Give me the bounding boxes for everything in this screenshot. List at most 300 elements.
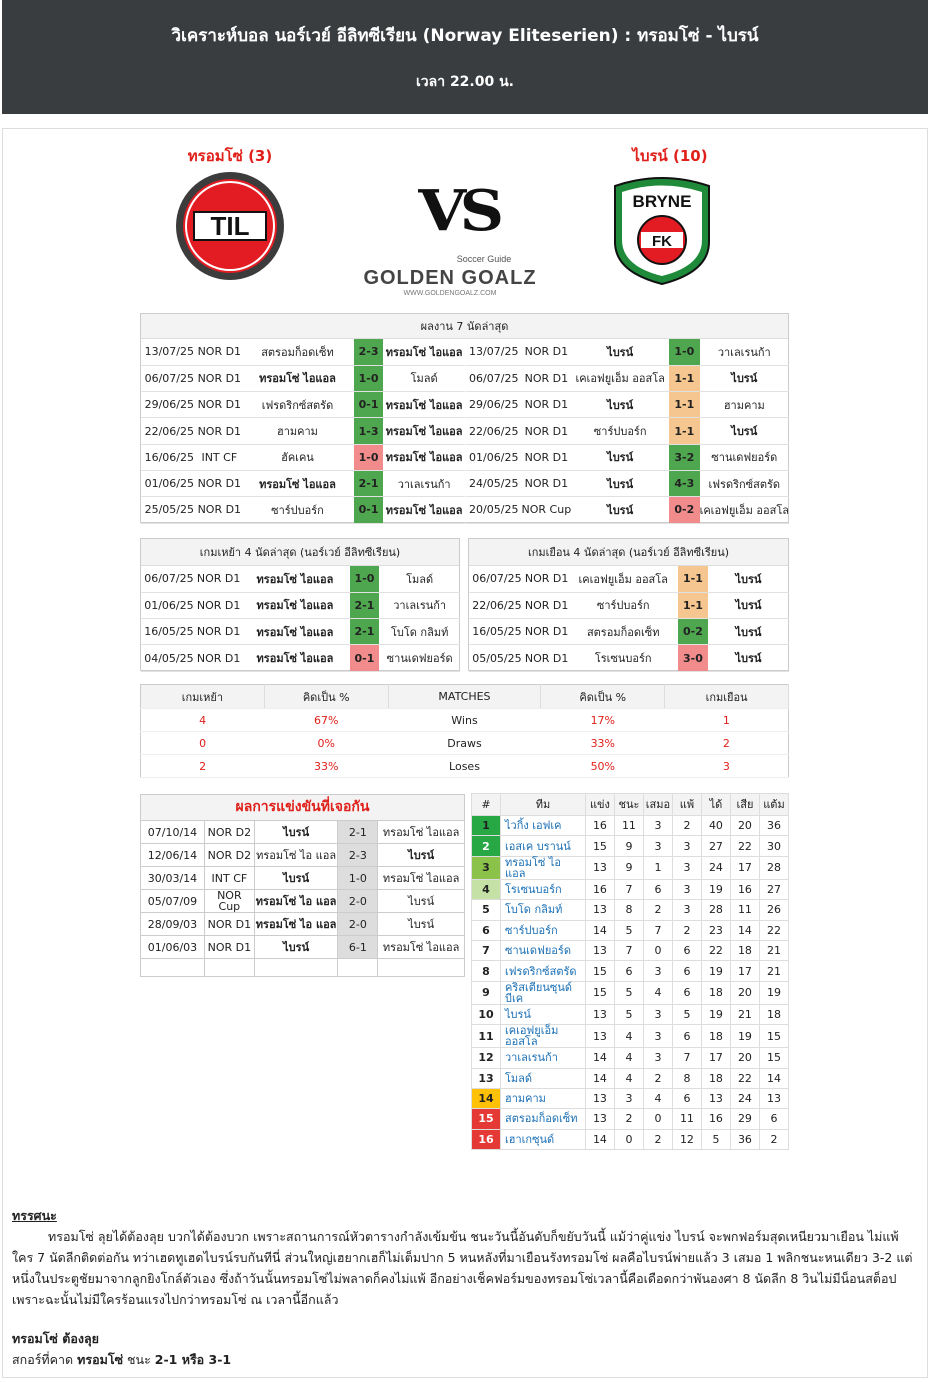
match-away-team: ไบรน์	[700, 365, 789, 391]
h2h-score: 2-3	[338, 844, 378, 867]
league-won: 4	[614, 1025, 643, 1048]
league-played: 13	[585, 1004, 614, 1024]
match-row	[469, 566, 789, 592]
match-score: 0-1	[350, 645, 380, 671]
league-header: เสีย	[730, 794, 759, 816]
league-goals-against: 17	[730, 961, 759, 981]
league-points: 15	[759, 1048, 788, 1068]
home-percent: 0%	[264, 732, 388, 755]
h2h-competition: NOR D1	[204, 913, 254, 936]
match-score: 2-1	[354, 470, 383, 496]
home-percent: 33%	[264, 755, 388, 778]
league-position: 4	[472, 879, 501, 899]
league-header: ทีม	[501, 794, 586, 816]
league-goals-against: 22	[730, 836, 759, 856]
h2h-score: 2-1	[338, 821, 378, 844]
stats-header: คิดเป็น %	[541, 685, 665, 709]
league-team: ซานเดฟยอร์ด	[501, 940, 586, 960]
league-table	[471, 793, 789, 1150]
svg-text:FK: FK	[652, 233, 672, 250]
away-percent: 33%	[541, 732, 665, 755]
match-home-team: ทรอมโซ่ ไอแอล	[240, 592, 349, 618]
league-drawn: 3	[643, 1004, 672, 1024]
league-drawn: 3	[643, 1048, 672, 1068]
league-lost: 11	[672, 1109, 701, 1129]
page-header	[2, 0, 928, 114]
league-team: วาเลเรนก้า	[501, 1048, 586, 1068]
match-date: 13/07/25	[141, 339, 198, 365]
league-lost: 6	[672, 961, 701, 981]
league-goals-for: 18	[701, 1068, 730, 1088]
league-won: 8	[614, 900, 643, 920]
away-count: 2	[665, 732, 789, 755]
league-drawn: 1	[643, 856, 672, 879]
home-percent: 67%	[264, 709, 388, 732]
last4-home-panel	[140, 538, 460, 671]
match-competition: NOR D1	[197, 645, 241, 671]
league-played: 14	[585, 920, 614, 940]
h2h-competition: INT CF	[204, 867, 254, 890]
league-goals-for: 17	[701, 1048, 730, 1068]
match-score: 1-1	[669, 365, 699, 391]
match-date: 29/06/25	[466, 392, 522, 418]
league-played: 13	[585, 1088, 614, 1108]
h2h-row	[141, 936, 465, 959]
league-position: 9	[472, 981, 501, 1004]
league-points: 26	[759, 900, 788, 920]
match-date: 22/06/25	[469, 592, 525, 618]
league-goals-against: 21	[730, 1004, 759, 1024]
league-goals-against: 20	[730, 1048, 759, 1068]
match-row	[469, 592, 789, 618]
h2h-date: 05/07/09	[141, 890, 205, 913]
league-goals-against: 24	[730, 1088, 759, 1108]
h2h-away-team: ไบรน์	[378, 844, 465, 867]
league-points: 13	[759, 1088, 788, 1108]
match-away-team: วาเลเรนก้า	[700, 339, 789, 365]
h2h-table	[140, 794, 465, 977]
league-played: 15	[585, 981, 614, 1004]
league-goals-for: 24	[701, 856, 730, 879]
league-position: 6	[472, 920, 501, 940]
match-score: 4-3	[669, 470, 699, 496]
league-team: ทรอมโซ่ ไอ แอล	[501, 856, 586, 879]
match-away-team: โมลด์	[383, 365, 465, 391]
match-date: 25/05/25	[141, 497, 198, 523]
match-away-team: โมลด์	[379, 566, 460, 592]
league-team: โมลด์	[501, 1068, 586, 1088]
analysis-body: ทรอมโซ่ ลุยได้ต้องลุย บวกได้ต้องบวก เพราะสถานการณ์หัวตารางกำลังเข้มข้น ชนะวันนี้อันดับก็ขยับวันนี้ แม้ว่าคู่แข่ง ไบรน์ จะพกฟอร์มสุดเหนียวมาเยือน ไม่แพ้ใคร 7 นัดลีกติดต่อกัน ทว่าเฮดทูเฮดไบรน์รบกันทีนี่ ส่วนใหญ่เฮยากเฮก็ไม่เต็มปาก 5 หนหลังที่มาเยือนรังทรอมโซ่ ผลคือไบรน์พ่ายแล้ว 3 เสมอ 1 พลิกชนะหนเดียว 3-2 แต่หนึ่งในประตูชัยมาจากลูกยิงโกล์ตัวเอง ซึ่งถ้าวันนั้นทรอมโซ่ไม่พลาดก็คงไม่แพ้ อีกอย่างเช็คฟอร์มของทรอมโซ่เวลานี้คือเดือดกว่าพันองศา 8 นัดลีก 8 วินไม่มีน็อนสต็อป เพราะฉะนั้นไม่มีใครร้อนแรงไปกว่าทรอมโซ่ ณ เวลานี้อีกแล้ว	[12, 1229, 913, 1307]
league-position: 8	[472, 961, 501, 981]
svg-text:GOLDEN GOALZ: GOLDEN GOALZ	[363, 267, 537, 289]
match-competition: NOR D1	[198, 339, 242, 365]
match-home-team: ทรอมโซ่ ไอแอล	[241, 470, 354, 496]
match-away-team: ไบรน์	[700, 418, 789, 444]
league-row	[472, 1088, 789, 1108]
league-points: 22	[759, 920, 788, 940]
league-position: 12	[472, 1048, 501, 1068]
match-home-team: เฟรดริกซ์สตรัด	[241, 392, 354, 418]
league-position: 11	[472, 1025, 501, 1048]
league-goals-for: 23	[701, 920, 730, 940]
stat-label: Loses	[388, 755, 541, 778]
last7-panel	[140, 313, 789, 523]
league-row	[472, 920, 789, 940]
match-competition: NOR D1	[522, 392, 572, 418]
match-home-team: ไบรน์	[571, 497, 669, 523]
stats-row	[141, 709, 789, 732]
match-home-team: ไบรน์	[571, 392, 669, 418]
stats-header: เกมเหย้า	[141, 685, 265, 709]
match-competition: INT CF	[198, 444, 242, 470]
h2h-date: 30/03/14	[141, 867, 205, 890]
league-drawn: 4	[643, 1088, 672, 1108]
league-header: ได้	[701, 794, 730, 816]
match-date: 29/06/25	[141, 392, 198, 418]
league-points: 30	[759, 836, 788, 856]
match-score: 1-1	[669, 392, 699, 418]
league-won: 3	[614, 1088, 643, 1108]
stats-header: คิดเป็น %	[264, 685, 388, 709]
league-header: แต้ม	[759, 794, 788, 816]
league-position: 2	[472, 836, 501, 856]
page-title: วิเคราะห์บอล นอร์เวย์ อีลิทซีเรียน (Norway Eliteserien) : ทรอมโซ่ - ไบรน์	[171, 26, 759, 46]
match-date: 24/05/25	[466, 470, 522, 496]
match-date: 20/05/25	[466, 497, 522, 523]
league-row	[472, 961, 789, 981]
league-drawn: 7	[643, 920, 672, 940]
home-team-logo	[174, 170, 286, 282]
league-goals-for: 13	[701, 1088, 730, 1108]
league-points: 21	[759, 961, 788, 981]
match-score: 1-0	[354, 444, 383, 470]
league-lost: 3	[672, 836, 701, 856]
h2h-score: 6-1	[338, 936, 378, 959]
league-goals-against: 20	[730, 816, 759, 836]
empty-cell	[338, 959, 378, 977]
match-competition: NOR D1	[522, 339, 572, 365]
h2h-date: 07/10/14	[141, 821, 205, 844]
h2h-away-team: ไบรน์	[378, 890, 465, 913]
league-played: 15	[585, 836, 614, 856]
match-away-team: โบโด กลิมท์	[379, 619, 460, 645]
league-position: 16	[472, 1129, 501, 1149]
match-away-team: วาเลเรนก้า	[379, 592, 460, 618]
match-score: 2-3	[354, 339, 383, 365]
h2h-home-team: ทรอมโซ่ ไอ แอล	[254, 913, 338, 936]
league-lost: 3	[672, 900, 701, 920]
last7-away-table	[466, 339, 789, 524]
league-row	[472, 900, 789, 920]
h2h-home-team: ไบรน์	[254, 867, 338, 890]
match-date: 05/05/25	[469, 645, 525, 671]
league-goals-against: 36	[730, 1129, 759, 1149]
league-points: 28	[759, 856, 788, 879]
stats-header: MATCHES	[388, 685, 541, 709]
match-home-team: โรเซนบอร์ก	[568, 645, 678, 671]
league-lost: 7	[672, 1048, 701, 1068]
match-score: 1-1	[678, 566, 708, 592]
h2h-competition: NOR D2	[204, 844, 254, 867]
match-row	[141, 619, 460, 645]
league-row	[472, 1129, 789, 1149]
match-score: 0-2	[678, 619, 708, 645]
league-lost: 2	[672, 816, 701, 836]
match-row	[466, 497, 789, 523]
match-date: 01/06/25	[141, 470, 198, 496]
match-row	[466, 470, 789, 496]
league-team: เฮาเกซุนด์	[501, 1129, 586, 1149]
match-competition: NOR D1	[522, 470, 572, 496]
match-competition: NOR D1	[197, 566, 241, 592]
h2h-home-team: ไบรน์	[254, 936, 338, 959]
league-team: สตรอมก็อดเซ็ท	[501, 1109, 586, 1129]
league-position: 14	[472, 1088, 501, 1108]
stat-label: Draws	[388, 732, 541, 755]
league-played: 13	[585, 1109, 614, 1129]
match-score: 1-0	[354, 365, 383, 391]
league-position: 1	[472, 816, 501, 836]
last4-home-table	[141, 566, 460, 672]
league-team: โรเซนบอร์ก	[501, 879, 586, 899]
h2h-away-team: ทรอมโซ่ ไอแอล	[378, 936, 465, 959]
league-row	[472, 836, 789, 856]
match-home-team: ทรอมโซ่ ไอแอล	[240, 619, 349, 645]
h2h-score: 2-0	[338, 890, 378, 913]
league-drawn: 2	[643, 1129, 672, 1149]
match-row	[141, 592, 460, 618]
analysis-pick: ทรอมโซ่ ต้องลุย	[12, 1331, 99, 1346]
match-home-team: ไบรน์	[571, 444, 669, 470]
match-score: 0-2	[669, 497, 699, 523]
league-lost: 2	[672, 920, 701, 940]
league-points: 14	[759, 1068, 788, 1088]
league-header: #	[472, 794, 501, 816]
empty-cell	[254, 959, 338, 977]
league-won: 5	[614, 1004, 643, 1024]
home-count: 4	[141, 709, 265, 732]
match-date: 01/06/25	[141, 592, 197, 618]
match-competition: NOR D1	[525, 592, 569, 618]
match-home-team: ไบรน์	[571, 339, 669, 365]
league-team: เคเอฟยูเอ็ม ออสโล	[501, 1025, 586, 1048]
match-home-team: ไบรน์	[571, 470, 669, 496]
match-score: 3-2	[669, 444, 699, 470]
league-goals-against: 20	[730, 981, 759, 1004]
h2h-empty-row	[141, 959, 465, 977]
match-home-team: เคเอฟยูเอ็ม ออสโล	[571, 365, 669, 391]
h2h-row	[141, 821, 465, 844]
h2h-row	[141, 890, 465, 913]
last4-away-table	[469, 566, 789, 672]
league-row	[472, 940, 789, 960]
league-lost: 3	[672, 879, 701, 899]
home-count: 0	[141, 732, 265, 755]
league-header: ชนะ	[614, 794, 643, 816]
league-position: 5	[472, 900, 501, 920]
league-goals-against: 29	[730, 1109, 759, 1129]
match-competition: NOR D1	[525, 645, 569, 671]
match-home-team: ซาร์ปบอร์ก	[568, 592, 678, 618]
league-points: 21	[759, 940, 788, 960]
league-points: 36	[759, 816, 788, 836]
league-played: 14	[585, 1048, 614, 1068]
league-played: 13	[585, 940, 614, 960]
match-score: 0-1	[354, 392, 383, 418]
stats-table	[140, 684, 789, 778]
league-won: 4	[614, 1068, 643, 1088]
match-score: 0-1	[354, 497, 383, 523]
league-drawn: 2	[643, 900, 672, 920]
last7-home-table	[141, 339, 465, 524]
league-won: 5	[614, 981, 643, 1004]
match-away-team: ทรอมโซ่ ไอแอล	[383, 444, 465, 470]
match-home-team: ฮามคาม	[241, 418, 354, 444]
match-row	[141, 497, 465, 523]
league-team: ไวกิ้ง เอฟเค	[501, 816, 586, 836]
match-away-team: ทรอมโซ่ ไอแอล	[383, 339, 465, 365]
match-competition: NOR D1	[522, 444, 572, 470]
last7-title: ผลงาน 7 นัดล่าสุด	[141, 314, 788, 339]
league-goals-for: 40	[701, 816, 730, 836]
h2h-score: 2-0	[338, 913, 378, 936]
league-team: ฮามคาม	[501, 1088, 586, 1108]
analysis-section	[12, 1205, 917, 1370]
analysis-title: ทรรศนะ	[12, 1208, 57, 1223]
match-row	[141, 339, 465, 365]
match-competition: NOR D1	[197, 619, 241, 645]
match-home-team: ซาร์ปบอร์ก	[571, 418, 669, 444]
match-row	[141, 470, 465, 496]
away-percent: 50%	[541, 755, 665, 778]
match-date: 06/07/25	[466, 365, 522, 391]
match-date: 16/05/25	[469, 619, 525, 645]
match-home-team: ทรอมโซ่ ไอแอล	[240, 645, 349, 671]
match-away-team: ทรอมโซ่ ไอแอล	[383, 497, 465, 523]
versus-text: VS	[418, 178, 498, 244]
match-competition: NOR D1	[198, 470, 242, 496]
match-date: 01/06/25	[466, 444, 522, 470]
league-team: ซาร์ปบอร์ก	[501, 920, 586, 940]
league-played: 13	[585, 900, 614, 920]
match-away-team: เคเอฟยูเอ็ม ออสโล	[700, 497, 789, 523]
h2h-away-team: ไบรน์	[378, 913, 465, 936]
league-played: 14	[585, 1068, 614, 1088]
league-won: 11	[614, 816, 643, 836]
match-away-team: ซานเดฟยอร์ด	[700, 444, 789, 470]
h2h-competition: NOR D1	[204, 936, 254, 959]
predicted-word: ชนะ	[127, 1352, 151, 1367]
league-goals-for: 18	[701, 1025, 730, 1048]
league-played: 13	[585, 856, 614, 879]
league-lost: 3	[672, 856, 701, 879]
league-points: 6	[759, 1109, 788, 1129]
league-row	[472, 879, 789, 899]
h2h-away-team: ทรอมโซ่ ไอแอล	[378, 867, 465, 890]
match-home-team: ทรอมโซ่ ไอแอล	[241, 365, 354, 391]
match-row	[466, 339, 789, 365]
match-home-team: ซาร์ปบอร์ก	[241, 497, 354, 523]
match-home-team: ฮัคเคน	[241, 444, 354, 470]
league-played: 15	[585, 961, 614, 981]
match-score: 1-1	[669, 418, 699, 444]
svg-text:TIL: TIL	[210, 211, 250, 241]
league-goals-for: 27	[701, 836, 730, 856]
league-drawn: 6	[643, 879, 672, 899]
match-competition: NOR Cup	[522, 497, 572, 523]
svg-text:BRYNE: BRYNE	[632, 192, 692, 211]
stats-row	[141, 732, 789, 755]
match-row	[469, 645, 789, 671]
kickoff-time: เวลา 22.00 น.	[415, 74, 514, 90]
league-drawn: 3	[643, 836, 672, 856]
home-team-name: ทรอมโซ่ (3)	[187, 147, 273, 165]
league-position: 3	[472, 856, 501, 879]
match-competition: NOR D1	[525, 566, 569, 592]
match-date: 16/06/25	[141, 444, 198, 470]
empty-cell	[204, 959, 254, 977]
match-row	[141, 365, 465, 391]
match-away-team: ฮามคาม	[700, 392, 789, 418]
league-header: แข่ง	[585, 794, 614, 816]
league-points: 27	[759, 879, 788, 899]
league-points: 15	[759, 1025, 788, 1048]
league-position: 13	[472, 1068, 501, 1088]
match-score: 1-0	[669, 339, 699, 365]
league-played: 16	[585, 816, 614, 836]
match-date: 22/06/25	[466, 418, 522, 444]
match-score: 3-0	[678, 645, 708, 671]
predicted-score	[12, 1349, 917, 1370]
empty-cell	[378, 959, 465, 977]
predicted-values: 2-1 หรือ 3-1	[154, 1352, 232, 1367]
home-count: 2	[141, 755, 265, 778]
league-won: 0	[614, 1129, 643, 1149]
match-row	[466, 418, 789, 444]
match-date: 04/05/25	[141, 645, 197, 671]
match-home-team: สตรอมก็อดเซ็ท	[568, 619, 678, 645]
league-team: ไบรน์	[501, 1004, 586, 1024]
empty-cell	[141, 959, 205, 977]
match-away-team: ไบรน์	[708, 619, 789, 645]
match-competition: NOR D1	[198, 418, 242, 444]
h2h-competition: NOR Cup	[204, 890, 254, 913]
league-team: โบโด กลิมท์	[501, 900, 586, 920]
league-lost: 6	[672, 1088, 701, 1108]
league-lost: 12	[672, 1129, 701, 1149]
match-away-team: เฟรดริกซ์สตรัด	[700, 470, 789, 496]
away-team-name: ไบรน์ (10)	[632, 147, 708, 165]
league-row	[472, 1048, 789, 1068]
match-home-team: เคเอฟยูเอ็ม ออสโล	[568, 566, 678, 592]
league-played: 13	[585, 1025, 614, 1048]
match-date: 06/07/25	[469, 566, 525, 592]
league-row	[472, 816, 789, 836]
league-won: 2	[614, 1109, 643, 1129]
league-won: 4	[614, 1048, 643, 1068]
league-row	[472, 1068, 789, 1088]
match-score: 2-1	[350, 619, 380, 645]
league-played: 16	[585, 879, 614, 899]
match-home-team: สตรอมก็อดเซ็ท	[241, 339, 354, 365]
away-count: 1	[665, 709, 789, 732]
match-row	[469, 619, 789, 645]
match-row	[466, 365, 789, 391]
away-percent: 17%	[541, 709, 665, 732]
league-row	[472, 1109, 789, 1129]
match-away-team: ไบรน์	[708, 566, 789, 592]
predicted-score-label: สกอร์ที่คาด	[12, 1352, 74, 1367]
